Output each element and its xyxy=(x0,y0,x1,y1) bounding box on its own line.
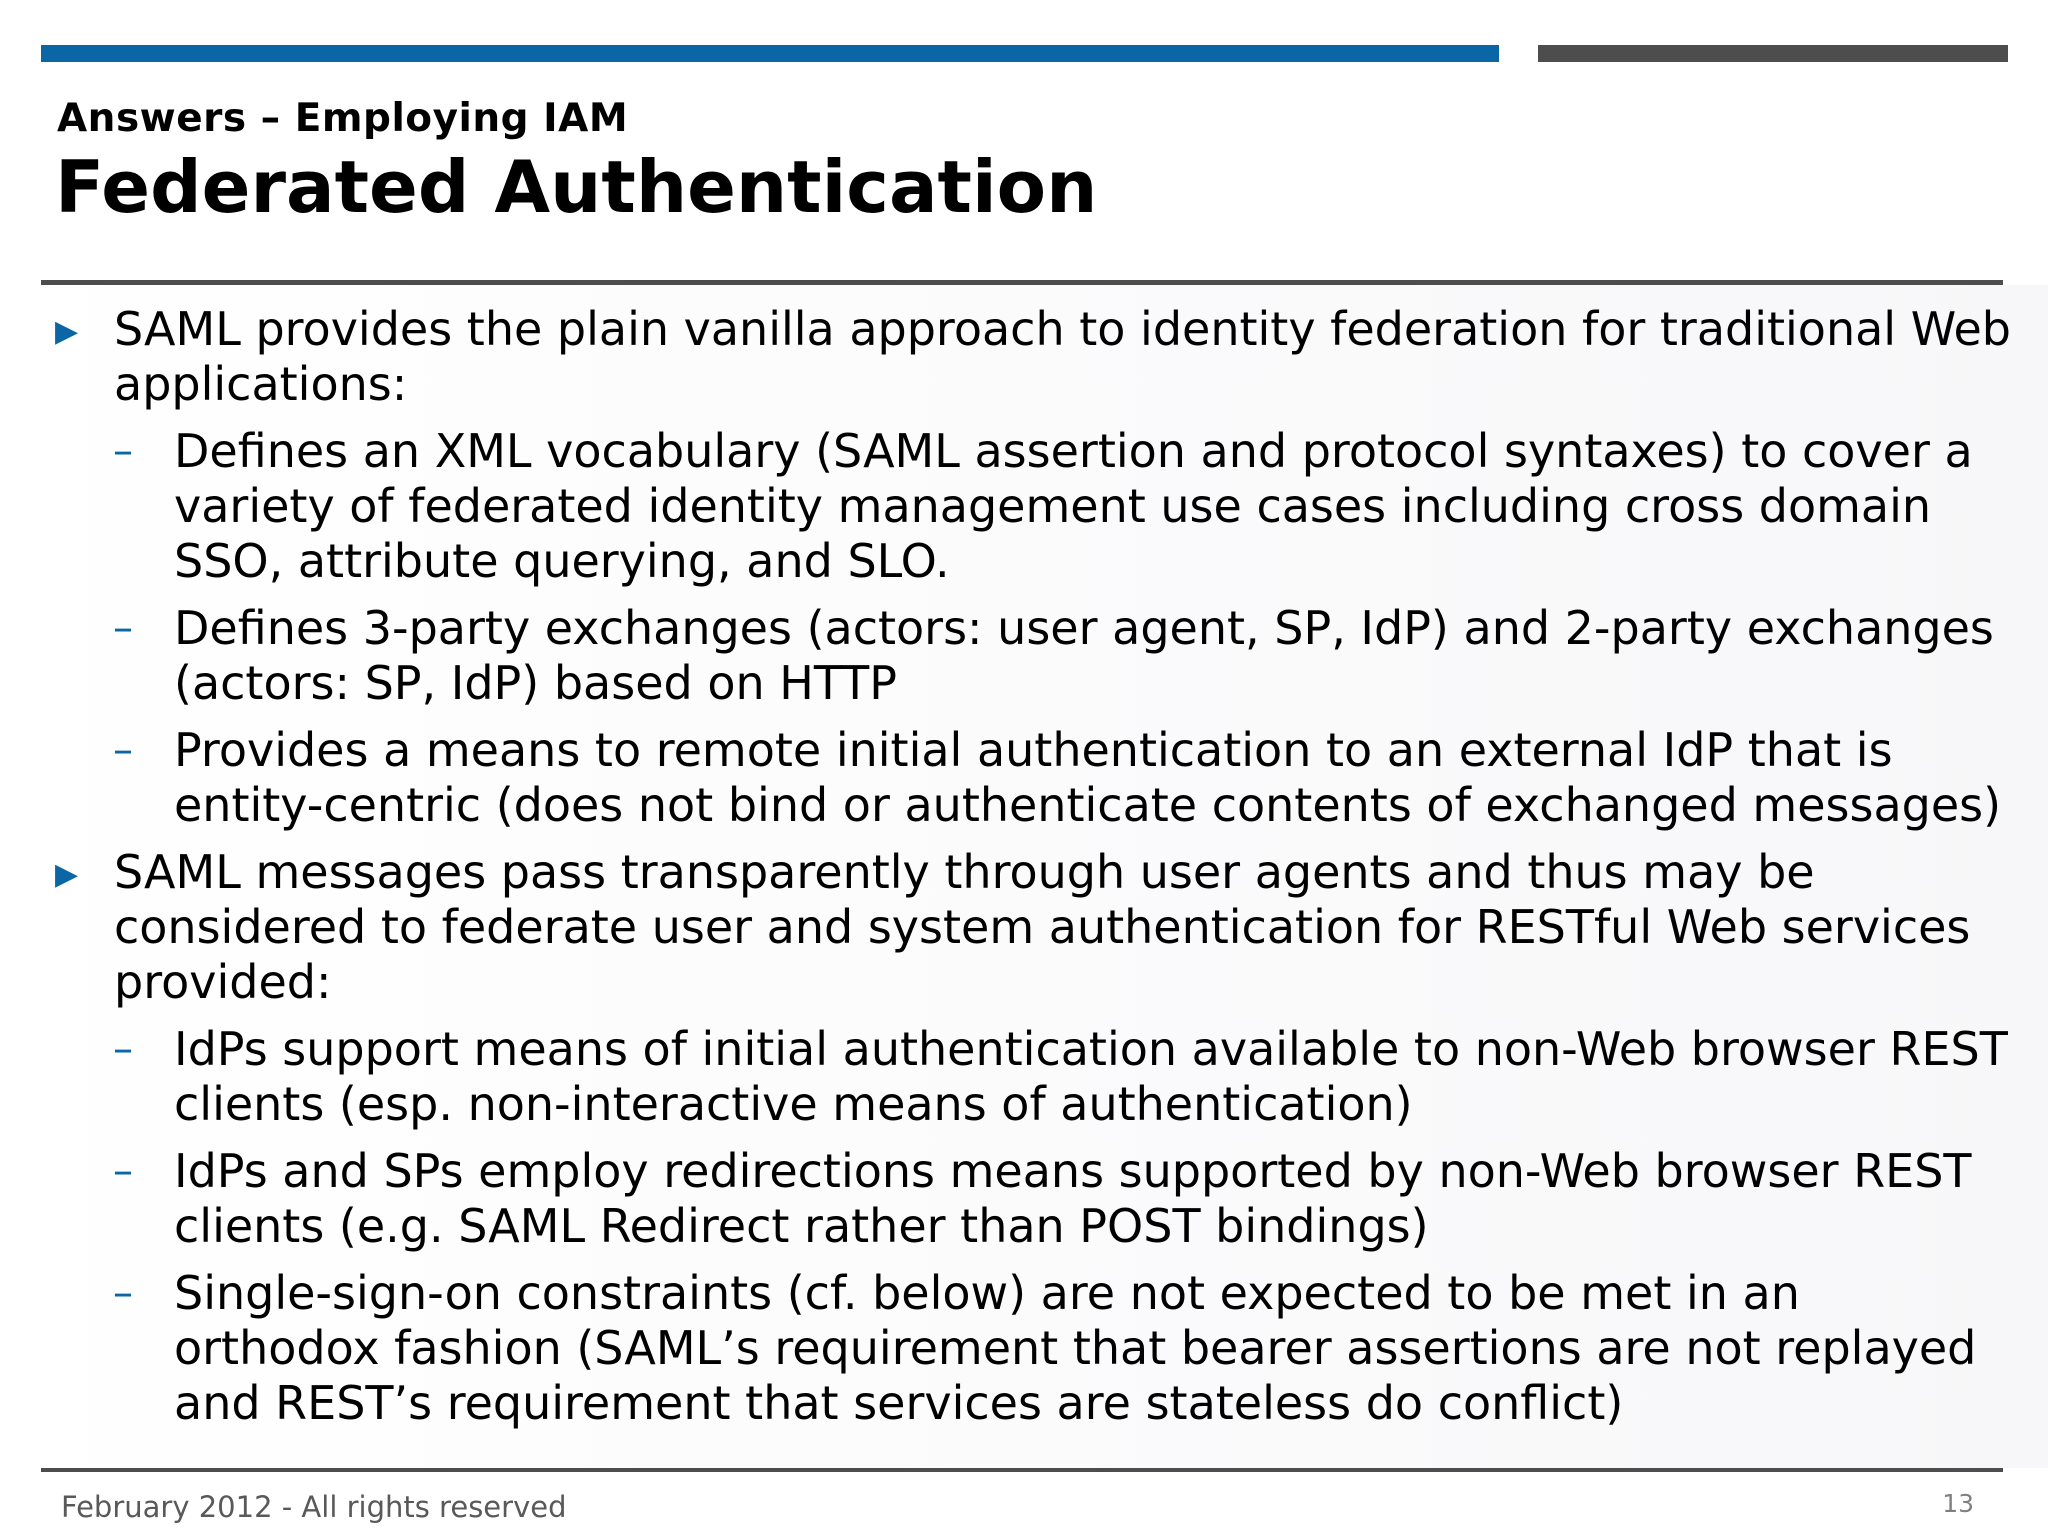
list-item xyxy=(55,1022,2015,1132)
list-item xyxy=(55,302,2015,412)
list-item xyxy=(55,424,2015,589)
sub-bullet-text: Defines 3-party exchanges (actors: user agent, SP, IdP) and 2-party exchanges (actors: SP, IdP) based on HTTP xyxy=(174,601,1994,710)
triangle-bullet-icon: ▶ xyxy=(55,314,79,349)
dash-bullet-icon: – xyxy=(113,428,133,474)
list-item xyxy=(55,723,2015,833)
sub-bullet-text: IdPs support means of initial authentication available to non-Web browser REST clients (esp. non-interactive means of authentication) xyxy=(174,1022,2008,1131)
dash-bullet-icon: – xyxy=(113,727,133,773)
dash-bullet-icon: – xyxy=(113,1148,133,1194)
slide-subtitle: Answers – Employing IAM xyxy=(57,96,629,141)
sub-bullet-text: Provides a means to remote initial authentication to an external IdP that is entity-centric (does not bind or authenticate contents of exchanged messages) xyxy=(174,723,2002,832)
sub-bullet-text: IdPs and SPs employ redirections means supported by non-Web browser REST clients (e.g. SAML Redirect rather than POST bindings) xyxy=(174,1144,1972,1253)
list-item xyxy=(55,1144,2015,1254)
list-item xyxy=(55,1266,2015,1431)
footer-divider xyxy=(41,1468,2003,1472)
triangle-bullet-icon: ▶ xyxy=(55,857,79,892)
list-item xyxy=(55,845,2015,1010)
sub-bullet-text: Single-sign-on constraints (cf. below) are not expected to be met in an orthodox fashion (SAML’s requirement that bearer assertions are not replayed and REST’s requirement that services are stateless do conflict) xyxy=(174,1266,1977,1430)
bullet-text: SAML provides the plain vanilla approach to identity federation for traditional Web applications: xyxy=(114,302,2011,411)
dash-bullet-icon: – xyxy=(113,1270,133,1316)
sub-bullet-text: Defines an XML vocabulary (SAML assertion and protocol syntaxes) to cover a variety of federated identity management use cases including cross domain SSO, attribute querying, and SLO. xyxy=(174,424,1973,588)
dash-bullet-icon: – xyxy=(113,605,133,651)
header-accent-bar xyxy=(41,45,1499,62)
bullet-list xyxy=(55,302,2015,1443)
page-number: 13 xyxy=(1942,1489,1974,1518)
dash-bullet-icon: – xyxy=(113,1026,133,1072)
list-item xyxy=(55,601,2015,711)
footer-text: February 2012 - All rights reserved xyxy=(61,1490,567,1524)
bullet-text: SAML messages pass transparently through user agents and thus may be considered to federate user and system authentication for RESTful Web services provided: xyxy=(114,845,1971,1009)
header-gray-bar xyxy=(1538,45,2008,62)
slide-title: Federated Authentication xyxy=(55,145,1098,229)
